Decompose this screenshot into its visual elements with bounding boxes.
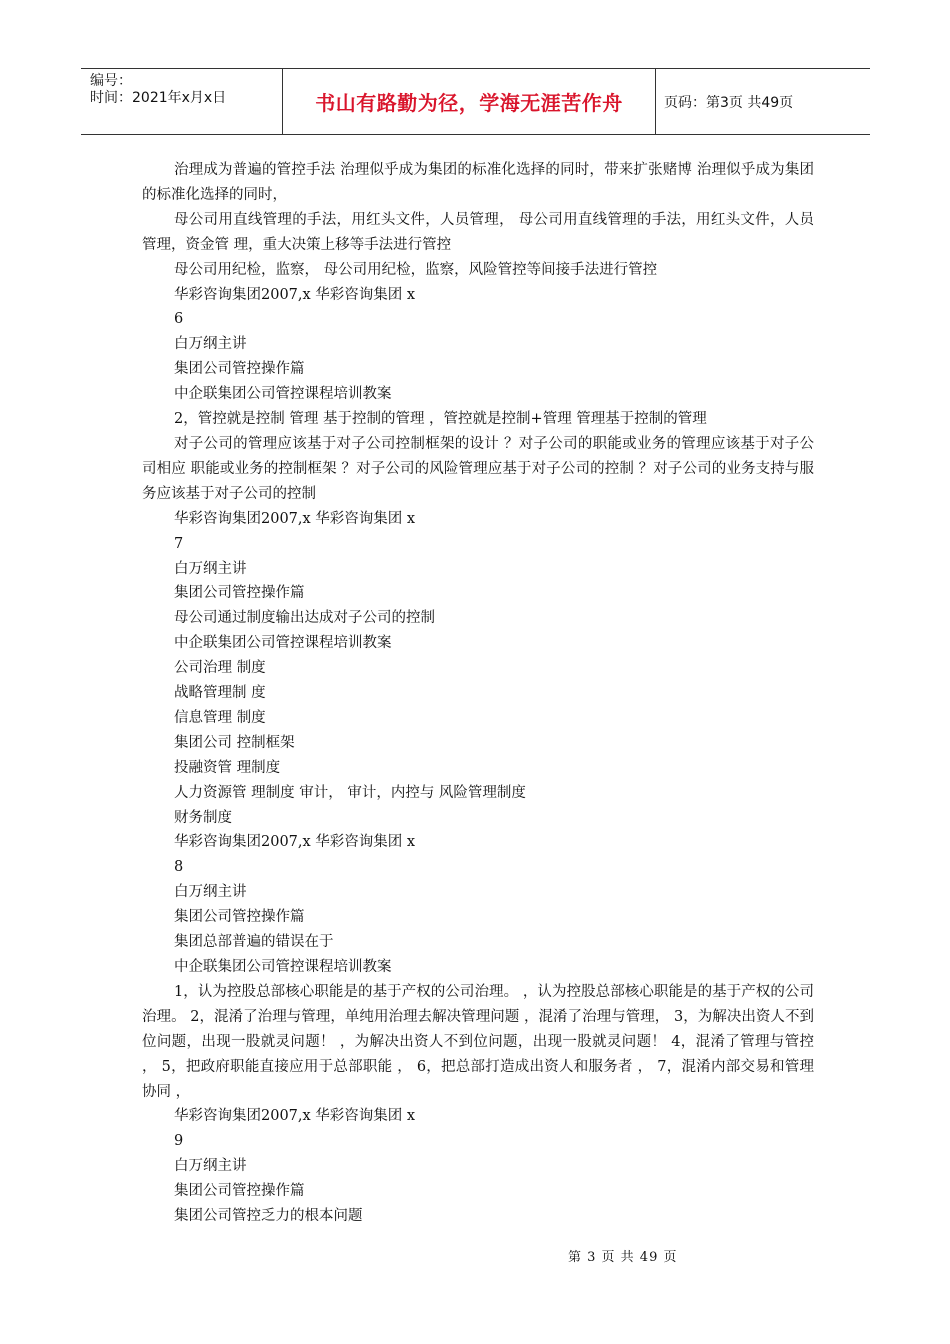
header-motto: 书山有路勤为径，学海无涯苦作舟 — [315, 91, 623, 115]
paragraph: 白万纲主讲 — [174, 336, 247, 353]
paragraph: 白万纲主讲 — [174, 560, 247, 577]
header-page-cell — [656, 69, 870, 134]
paragraph: 对子公司的管理应该基于对子公司控制框架的设计 ？对子公司的职能或业务的管理应该基于对子公司相应 职能或业务的控制框架 ？对子公司的风险管理应基于对子公司的控制 ？对子公司的业务支持与服务应该基于对子公司的控制 — [142, 435, 814, 502]
document-time-label: 时间：2021年x月x日 — [90, 90, 227, 106]
paragraph: 集团公司 控制框架 — [174, 734, 295, 751]
paragraph: 中企联集团公司管控课程培训教案 — [174, 635, 392, 652]
paragraph: 人力资源管 理制度 审计， 审计，内控与 风险管理制度 — [174, 784, 526, 801]
document-number-label: 编号： — [90, 73, 132, 89]
paragraph: 集团公司管控操作篇 — [174, 909, 305, 926]
paragraph: 7 — [174, 535, 184, 552]
paragraph: 中企联集团公司管控课程培训教案 — [174, 959, 392, 975]
paragraph: 9 — [174, 1133, 184, 1150]
paragraph: 华彩咨询集团2007,x 华彩咨询集团 x — [174, 1108, 416, 1125]
paragraph: 白万纲主讲 — [174, 884, 247, 901]
paragraph: 华彩咨询集团2007,x 华彩咨询集团 x — [174, 286, 416, 303]
paragraph: 华彩咨询集团2007,x 华彩咨询集团 x — [174, 510, 416, 527]
header-motto-cell — [283, 69, 656, 134]
paragraph: 集团总部普遍的错误在于 — [174, 934, 334, 951]
paragraph: 母公司用纪检，监察， 母公司用纪检，监察，风险管控等间接手法进行管控 — [174, 261, 658, 278]
header-page-label: 页码：第3页 共49页 — [664, 94, 794, 111]
paragraph: 财务制度 — [174, 809, 232, 826]
paragraph: 2，管控就是控制 管理 基于控制的管理 ，管控就是控制+管理 管理基于控制的管理 — [174, 411, 707, 428]
paragraph: 1，认为控股总部核心职能是的基于产权的公司治理。 ，认为控股总部核心职能是的基于产权的公司治理。 2，混淆了治理与管理，单纯用治理去解决管理问题 ，混淆了治理与管理， 3，为解决出资人不到位问题，出现一股就灵问题！ ，为解决出资人不到位问题，出现一股就灵问题！ 4，混淆了管理与管控 ， 5，把政府职能直接应用于总部职能 ， 6，把总部打造成出资人和服务者 ， 7，混淆内部交易和管理协同 ， — [142, 983, 814, 1100]
paragraph: 公司治理 制度 — [174, 660, 266, 677]
paragraph: 集团公司管控操作篇 — [174, 585, 305, 602]
paragraph: 集团公司管控操作篇 — [174, 1183, 305, 1200]
paragraph: 母公司用直线管理的手法，用红头文件，人员管理， 母公司用直线管理的手法，用红头文件，人员管理，资金管 理，重大决策上移等手法进行管控 — [142, 211, 814, 253]
paragraph: 集团公司管控乏力的根本问题 — [174, 1208, 363, 1225]
paragraph: 中企联集团公司管控课程培训教案 — [174, 386, 392, 403]
paragraph: 8 — [174, 859, 184, 876]
page-header — [81, 68, 870, 135]
paragraph: 治理成为普遍的管控手法 治理似乎成为集团的标准化选择的同时，带来扩张赌博 治理似乎成为集团的标准化选择的同时， — [142, 162, 814, 203]
paragraph: 白万纲主讲 — [174, 1158, 247, 1175]
header-meta — [81, 69, 283, 134]
paragraph: 华彩咨询集团2007,x 华彩咨询集团 x — [174, 834, 416, 851]
page-footer: 第 3 页 共 49 页 — [568, 1250, 678, 1265]
paragraph: 战略管理制 度 — [174, 685, 266, 702]
paragraph: 信息管理 制度 — [174, 709, 266, 726]
paragraph: 6 — [174, 311, 184, 328]
document-body — [142, 158, 814, 1229]
paragraph: 投融资管 理制度 — [174, 759, 281, 776]
paragraph: 母公司通过制度输出达成对子公司的控制 — [174, 610, 435, 627]
paragraph: 集团公司管控操作篇 — [174, 361, 305, 378]
